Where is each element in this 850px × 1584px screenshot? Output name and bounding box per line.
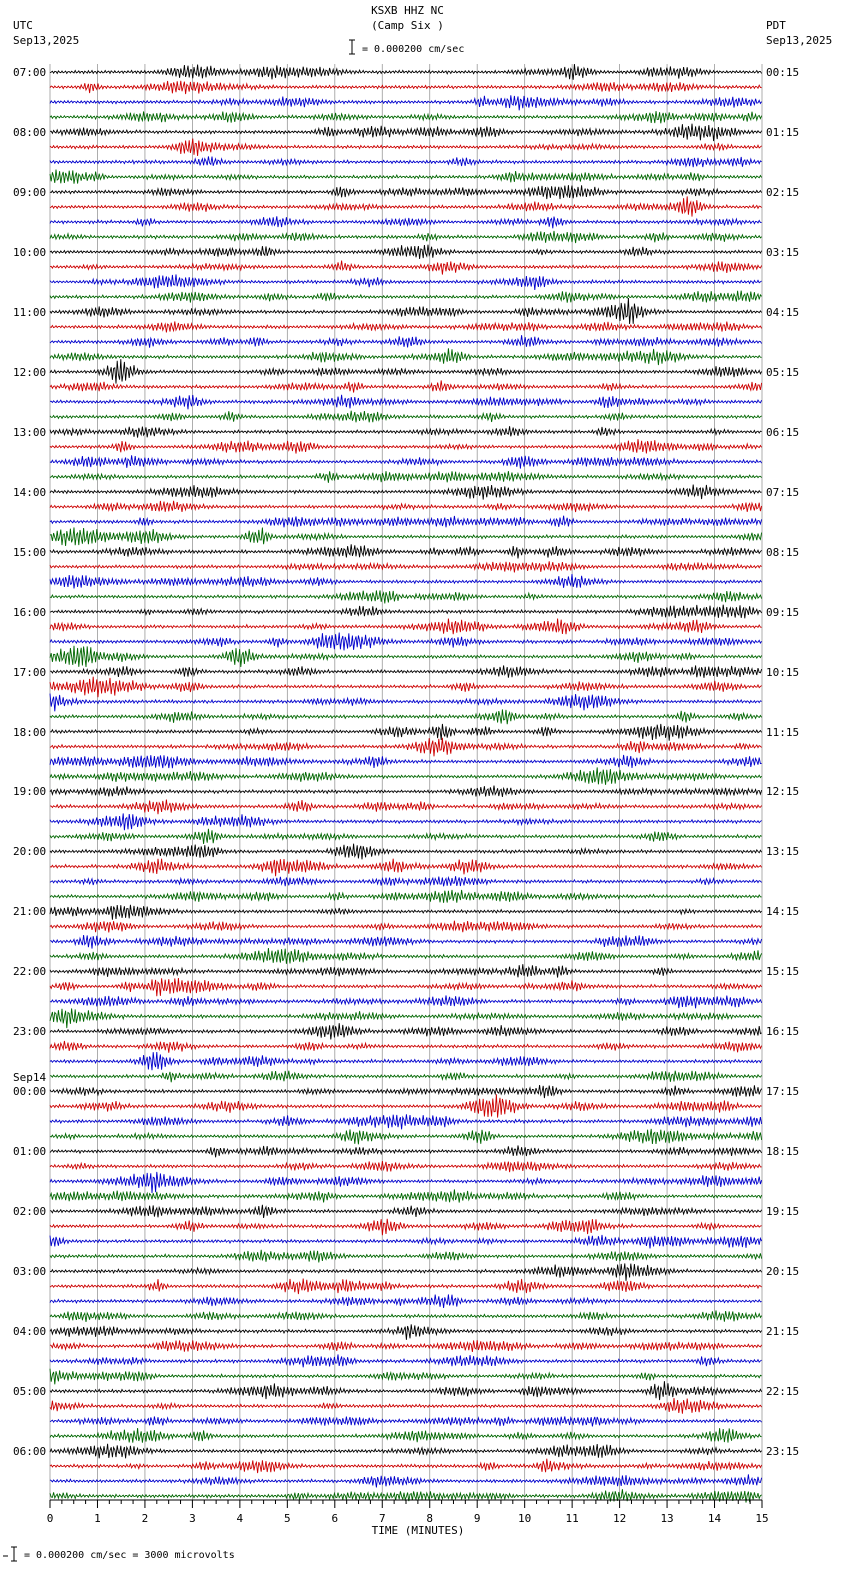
x-tick-label: 0 [46,1512,54,1525]
trace-line [50,156,762,167]
trace-line [50,935,762,949]
trace-line [50,1459,762,1473]
left-hour-label: 13:00 [13,425,47,439]
x-tick-label: 1 [94,1512,101,1525]
x-tick-label: 9 [473,1512,481,1525]
trace-line [50,527,762,546]
trace-line [50,1263,762,1280]
trace-line [50,170,762,184]
right-hour-label: 21:15 [766,1325,800,1339]
trace-line [50,995,762,1008]
trace-line [50,1023,762,1039]
left-hour-label: 20:00 [13,845,47,859]
right-hour-label: 20:15 [766,1265,800,1279]
x-tick-label: 8 [426,1512,434,1525]
trace-line [50,1428,762,1443]
scale-text: = 0.000200 cm/sec [362,44,465,55]
trace-line [50,1008,762,1028]
trace-line [50,767,762,784]
left-hour-label: 17:00 [13,665,47,679]
trace-line [50,561,762,572]
x-tick-label: 2 [141,1512,149,1525]
trace-line [50,1381,762,1400]
trace-line [50,709,762,724]
trace-line [50,574,762,588]
right-hour-label: 04:15 [766,305,800,319]
right-hour-label: 13:15 [766,845,800,859]
trace-line [50,1416,762,1426]
trace-line [50,724,762,741]
right-hour-label: 16:15 [766,1025,800,1039]
trace-line [50,948,762,964]
right-hour-label: 06:15 [766,425,800,439]
right-hour-label: 09:15 [766,605,800,619]
right-hour-label: 22:15 [766,1385,800,1399]
left-hour-label: 01:00 [13,1145,47,1159]
trace-line [50,859,762,877]
trace-line [50,677,762,698]
trace-line [50,298,762,324]
right-hour-label: 07:15 [766,485,800,499]
left-hour-label: 14:00 [13,485,47,499]
trace-line [50,1354,762,1367]
left-hour-label: 18:00 [13,725,47,739]
trace-line [50,245,762,259]
trace-line [50,485,762,500]
right-hour-label: 08:15 [766,545,800,559]
right-hour-label: 15:15 [766,965,800,979]
trace-line [50,516,762,528]
right-date: Sep13,2025 [766,34,833,47]
trace-line [50,829,762,844]
right-timezone: PDT [766,19,786,32]
trace-line [50,216,762,228]
trace-line [50,844,762,860]
trace-line [50,1310,762,1321]
x-tick-label: 7 [378,1512,386,1525]
trace-line [50,1071,762,1083]
trace-line [50,185,762,199]
trace-line [50,665,762,677]
trace-line [50,1250,762,1263]
trace-line [50,876,762,886]
trace-line [50,694,762,712]
trace-line [50,605,762,619]
trace-line [50,1219,762,1235]
right-hour-label: 00:15 [766,66,800,79]
trace-line [50,1324,762,1339]
trace-line [50,1052,762,1070]
x-tick-label: 11 [565,1512,579,1525]
trace-line [50,786,762,797]
footer-scale-bar-icon [3,1547,17,1561]
trace-line [50,380,762,392]
trace-line [50,813,762,830]
trace-line [50,196,762,216]
right-hour-label: 23:15 [766,1445,800,1459]
time-axis [47,1500,769,1537]
trace-line [50,1129,762,1145]
left-hour-label: 21:00 [13,905,47,919]
right-hour-label: 05:15 [766,365,800,379]
trace-line [50,139,762,156]
right-hour-label: 17:15 [766,1085,800,1099]
x-tick-label: 13 [660,1512,674,1525]
trace-line [50,395,762,409]
trace-line [50,590,762,603]
left-timezone: UTC [13,19,33,32]
left-hour-label: 05:00 [13,1385,47,1399]
trace-line [50,544,762,558]
trace-line [50,261,762,275]
right-hour-label: 10:15 [766,665,800,679]
trace-line [50,359,762,383]
trace-line [50,1474,762,1487]
trace-line [50,1114,762,1129]
left-hour-label: 09:00 [13,185,47,199]
trace-line [50,619,762,635]
trace-line [50,1444,762,1459]
left-hour-label: 10:00 [13,245,47,259]
x-tick-label: 4 [236,1512,244,1525]
right-hour-label: 01:15 [766,125,800,139]
trace-line [50,1085,762,1098]
right-hour-label: 14:15 [766,905,800,919]
left-hour-label: 03:00 [13,1265,47,1279]
trace-line [50,964,762,977]
left-hour-label: 22:00 [13,965,47,979]
trace-line [50,335,762,347]
trace-line [50,1145,762,1157]
left-hour-label: 16:00 [13,605,47,619]
trace-line [50,1398,762,1414]
x-tick-label: 3 [189,1512,196,1525]
trace-line [50,1041,762,1053]
trace-line [50,633,762,651]
scale-bar-icon [349,40,355,54]
trace-line [50,921,762,933]
trace-line [50,1278,762,1294]
left-hour-label: 02:00 [13,1205,47,1219]
trace-line [50,1205,762,1218]
left-hour-label: 07:00 [13,66,47,79]
trace-line [50,1294,762,1307]
trace-line [50,1369,762,1385]
trace-line [50,800,762,815]
trace-line [50,124,762,141]
left-hour-label: 04:00 [13,1325,47,1339]
trace-line [50,111,762,123]
trace-line [50,455,762,468]
footer-scale-text: = 0.000200 cm/sec = 3000 microvolts [24,1550,235,1561]
left-hour-label: 15:00 [13,545,47,559]
trace-line [50,1340,762,1352]
trace-line [50,1172,762,1193]
x-tick-label: 5 [284,1512,291,1525]
date-change-label: Sep14 [13,1071,47,1085]
trace-line [50,1235,762,1249]
trace-line [50,905,762,920]
left-hour-label: 11:00 [13,305,47,319]
trace-line [50,1161,762,1172]
left-hour-label: 12:00 [13,365,47,379]
site-name: (Camp Six ) [371,19,444,32]
trace-line [50,978,762,996]
trace-line [50,471,762,483]
x-tick-label: 14 [707,1512,722,1525]
right-hour-label: 03:15 [766,245,800,259]
trace-line [50,231,762,243]
left-hour-label: 00:00 [13,1085,47,1099]
left-date: Sep13,2025 [13,34,80,47]
trace-line [50,646,762,667]
trace-line [50,426,762,437]
trace-line [50,501,762,512]
station-title: KSXB HHZ NC [371,4,444,17]
trace-line [50,738,762,757]
trace-line [50,755,762,768]
x-tick-label: 15 [755,1512,769,1525]
right-hour-label: 11:15 [766,725,800,739]
trace-line [50,64,762,80]
x-axis-label: TIME (MINUTES) [371,1524,465,1537]
right-hour-label: 12:15 [766,785,800,799]
seismic-traces [50,64,762,1503]
right-hour-label: 18:15 [766,1145,800,1159]
trace-line [50,321,762,332]
trace-line [50,890,762,903]
x-tick-label: 10 [518,1512,532,1525]
left-hour-label: 08:00 [13,125,47,139]
trace-line [50,81,762,94]
trace-line [50,95,762,110]
trace-line [50,291,762,303]
left-hour-label: 06:00 [13,1445,47,1459]
trace-line [50,439,762,453]
x-tick-label: 6 [331,1512,339,1525]
trace-line [50,1094,762,1117]
left-hour-label: 19:00 [13,785,47,799]
x-tick-label: 12 [612,1512,627,1525]
right-hour-label: 02:15 [766,185,800,199]
right-hour-label: 19:15 [766,1205,800,1219]
trace-line [50,348,762,365]
trace-line [50,1189,762,1202]
trace-line [50,274,762,289]
left-hour-label: 23:00 [13,1025,47,1039]
trace-line [50,411,762,423]
